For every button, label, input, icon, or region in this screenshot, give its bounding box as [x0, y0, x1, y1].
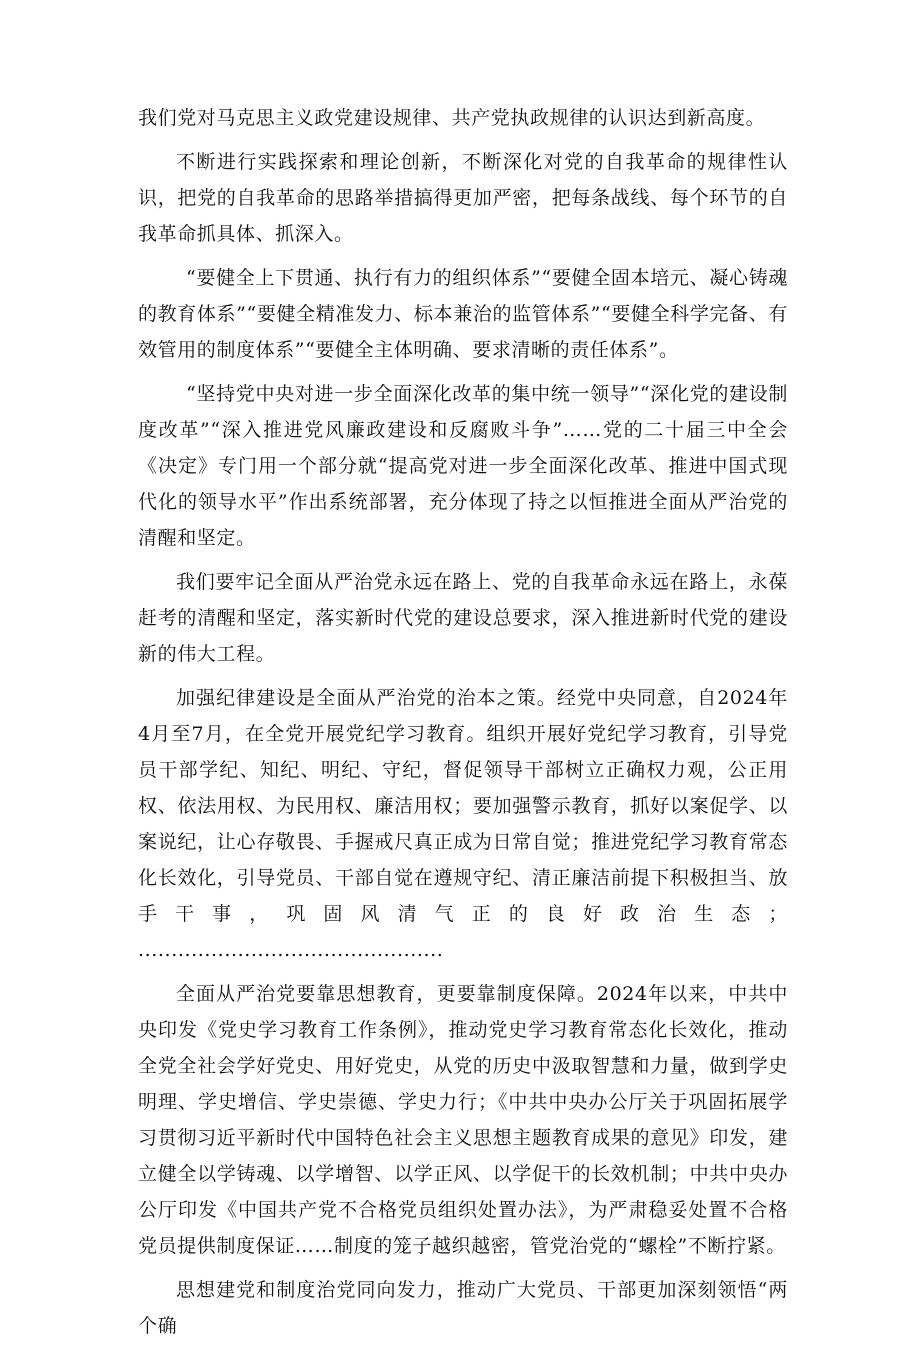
paragraph-7: 全面从严治党要靠思想教育，更要靠制度保障。2024年以来，中共中央印发《党史学习教育工作条例》，推动党史学习教育常态化长效化，推动全党全社会学好党史、用好党史，从党的历史中汲取智慧和力量，做到学史明理、学史增信、学史崇德、学史力行；《中共中央办公厅关于巩固拓展学习贯彻习近平新时代中国特色社会主义思想主题教育成果的意见》印发，建立健全以学铸魂、以学增智、以学正风、以学促干的长效机制；中共中央办公厅印发《中国共产党不合格党员组织处置办法》，为严肃稳妥处置不合格党员提供制度保证……制度的笼子越织越密，管党治党的“螺栓”不断拧紧。: [138, 983, 788, 1257]
paragraph-8: 思想建党和制度治党同向发力，推动广大党员、干部更加深刻领悟“两个确: [138, 1279, 788, 1337]
paragraph-6: 加强纪律建设是全面从严治党的治本之策。经党中央同意，自2024年4月至7月，在全党开展党纪学习教育。组织开展好党纪学习教育，引导党员干部学纪、知纪、明纪、守纪，督促领导干部树立正确权力观，公正用权、依法用权、为民用权、廉洁用权；要加强警示教育，抓好以案促学、以案说纪，让心存敬畏、手握戒尺真正成为日常自觉；推进党纪学习教育常态化长效化，引导党员、干部自觉在遵规守纪、清正廉洁前提下积极担当、放手干事，巩固风清气正的良好政治生态； ..............................................: [138, 687, 788, 961]
document-body: [138, 100, 788, 1352]
paragraph-1: 我们党对马克思主义政党建设规律、共产党执政规律的认识达到新高度。: [138, 107, 766, 129]
paragraph-5: 我们要牢记全面从严治党永远在路上、党的自我革命永远在路上，永葆赶考的清醒和坚定，落实新时代党的建设总要求，深入推进新时代党的建设新的伟大工程。: [138, 571, 788, 665]
paragraph-3: “要健全上下贯通、执行有力的组织体系”“要健全固本培元、凝心铸魂的教育体系”“要健全精准发力、标本兼治的监管体系”“要健全科学完备、有效管用的制度体系”“要健全主体明确、要求清晰的责任体系”。: [138, 267, 788, 361]
paragraph-2: 不断进行实践探索和理论创新，不断深化对党的自我革命的规律性认识，把党的自我革命的思路举措搞得更加严密，把每条战线、每个环节的自我革命抓具体、抓深入。: [138, 151, 788, 245]
paragraph-4: “坚持党中央对进一步全面深化改革的集中统一领导”“深化党的建设制度改革”“深入推进党风廉政建设和反腐败斗争”……党的二十届三中全会《决定》专门用一个部分就“提高党对进一步全面深化改革、推进中国式现代化的领导水平”作出系统部署，充分体现了持之以恒推进全面从严治党的清醒和坚定。: [138, 383, 788, 549]
